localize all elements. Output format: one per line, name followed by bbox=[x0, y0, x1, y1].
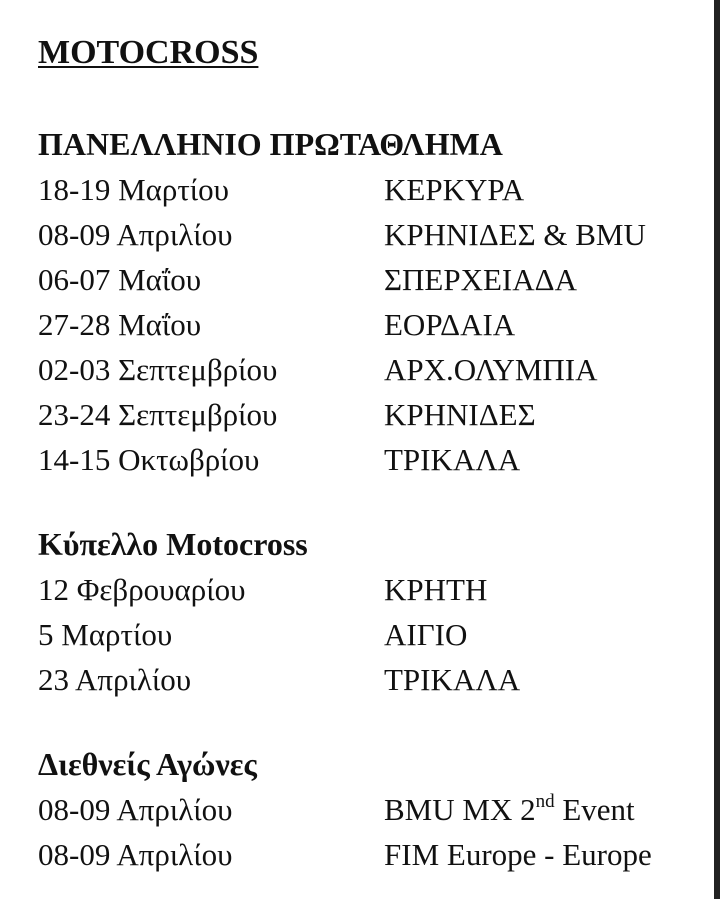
list-item bbox=[38, 392, 714, 437]
event-location: ΤΡΙΚΑΛΑ bbox=[384, 442, 521, 477]
event-location-prefix: BMU MX 2 bbox=[384, 792, 536, 827]
ordinal-suffix: nd bbox=[535, 790, 555, 812]
section-motocross-cup bbox=[38, 522, 714, 702]
event-location: ΕΟΡΔΑΙΑ bbox=[384, 307, 516, 342]
section-heading: Διεθνείς Αγώνες bbox=[38, 746, 257, 782]
event-location: ΚΡΗΝΙΔΕΣ & BMU bbox=[384, 217, 646, 252]
list-item bbox=[38, 437, 714, 482]
event-location: ΑΙΓΙΟ bbox=[384, 617, 468, 652]
event-location: ΚΡΗΤΗ bbox=[384, 572, 488, 607]
event-location: ΚΡΗΝΙΔΕΣ bbox=[384, 397, 536, 432]
event-date: 18-19 Μαρτίου bbox=[38, 172, 229, 207]
list-item bbox=[38, 212, 714, 257]
section-international-events bbox=[38, 742, 714, 877]
page-right-border bbox=[714, 0, 720, 899]
list-item bbox=[38, 302, 714, 347]
document-title: MOTOCROSS bbox=[38, 34, 259, 71]
event-date: 08-09 Απριλίου bbox=[38, 792, 233, 827]
list-item bbox=[38, 567, 714, 612]
list-item bbox=[38, 787, 714, 832]
event-date: 14-15 Οκτωβρίου bbox=[38, 442, 260, 477]
event-location: ΚΕΡΚΥΡΑ bbox=[384, 172, 525, 207]
list-item bbox=[38, 167, 714, 212]
event-location bbox=[384, 787, 714, 832]
section-panhellenic-championship bbox=[38, 122, 714, 482]
event-date: 23 Απριλίου bbox=[38, 662, 192, 697]
event-date: 08-09 Απριλίου bbox=[38, 837, 233, 872]
list-item bbox=[38, 657, 714, 702]
event-location: ΣΠΕΡΧΕΙΑΔΑ bbox=[384, 262, 577, 297]
event-date: 02-03 Σεπτεμβρίου bbox=[38, 352, 278, 387]
event-location: FIM Europe - Europe bbox=[384, 837, 652, 872]
list-item bbox=[38, 347, 714, 392]
event-date: 5 Μαρτίου bbox=[38, 617, 173, 652]
section-heading: Κύπελλο Motocross bbox=[38, 526, 308, 562]
event-location-suffix: Event bbox=[554, 792, 635, 827]
event-date: 06-07 Μαΐου bbox=[38, 262, 202, 297]
event-date: 08-09 Απριλίου bbox=[38, 217, 233, 252]
list-item bbox=[38, 612, 714, 657]
event-location: ΤΡΙΚΑΛΑ bbox=[384, 662, 521, 697]
list-item bbox=[38, 832, 714, 877]
list-item bbox=[38, 257, 714, 302]
event-date: 27-28 Μαΐου bbox=[38, 307, 202, 342]
event-date: 23-24 Σεπτεμβρίου bbox=[38, 397, 278, 432]
event-date: 12 Φεβρουαρίου bbox=[38, 572, 246, 607]
document bbox=[38, 28, 714, 877]
event-location: ΑΡΧ.ΟΛΥΜΠΙΑ bbox=[384, 352, 598, 387]
section-heading: ΠΑΝΕΛΛΗΝΙΟ ΠΡΩΤΑΘΛΗΜΑ bbox=[38, 126, 503, 162]
